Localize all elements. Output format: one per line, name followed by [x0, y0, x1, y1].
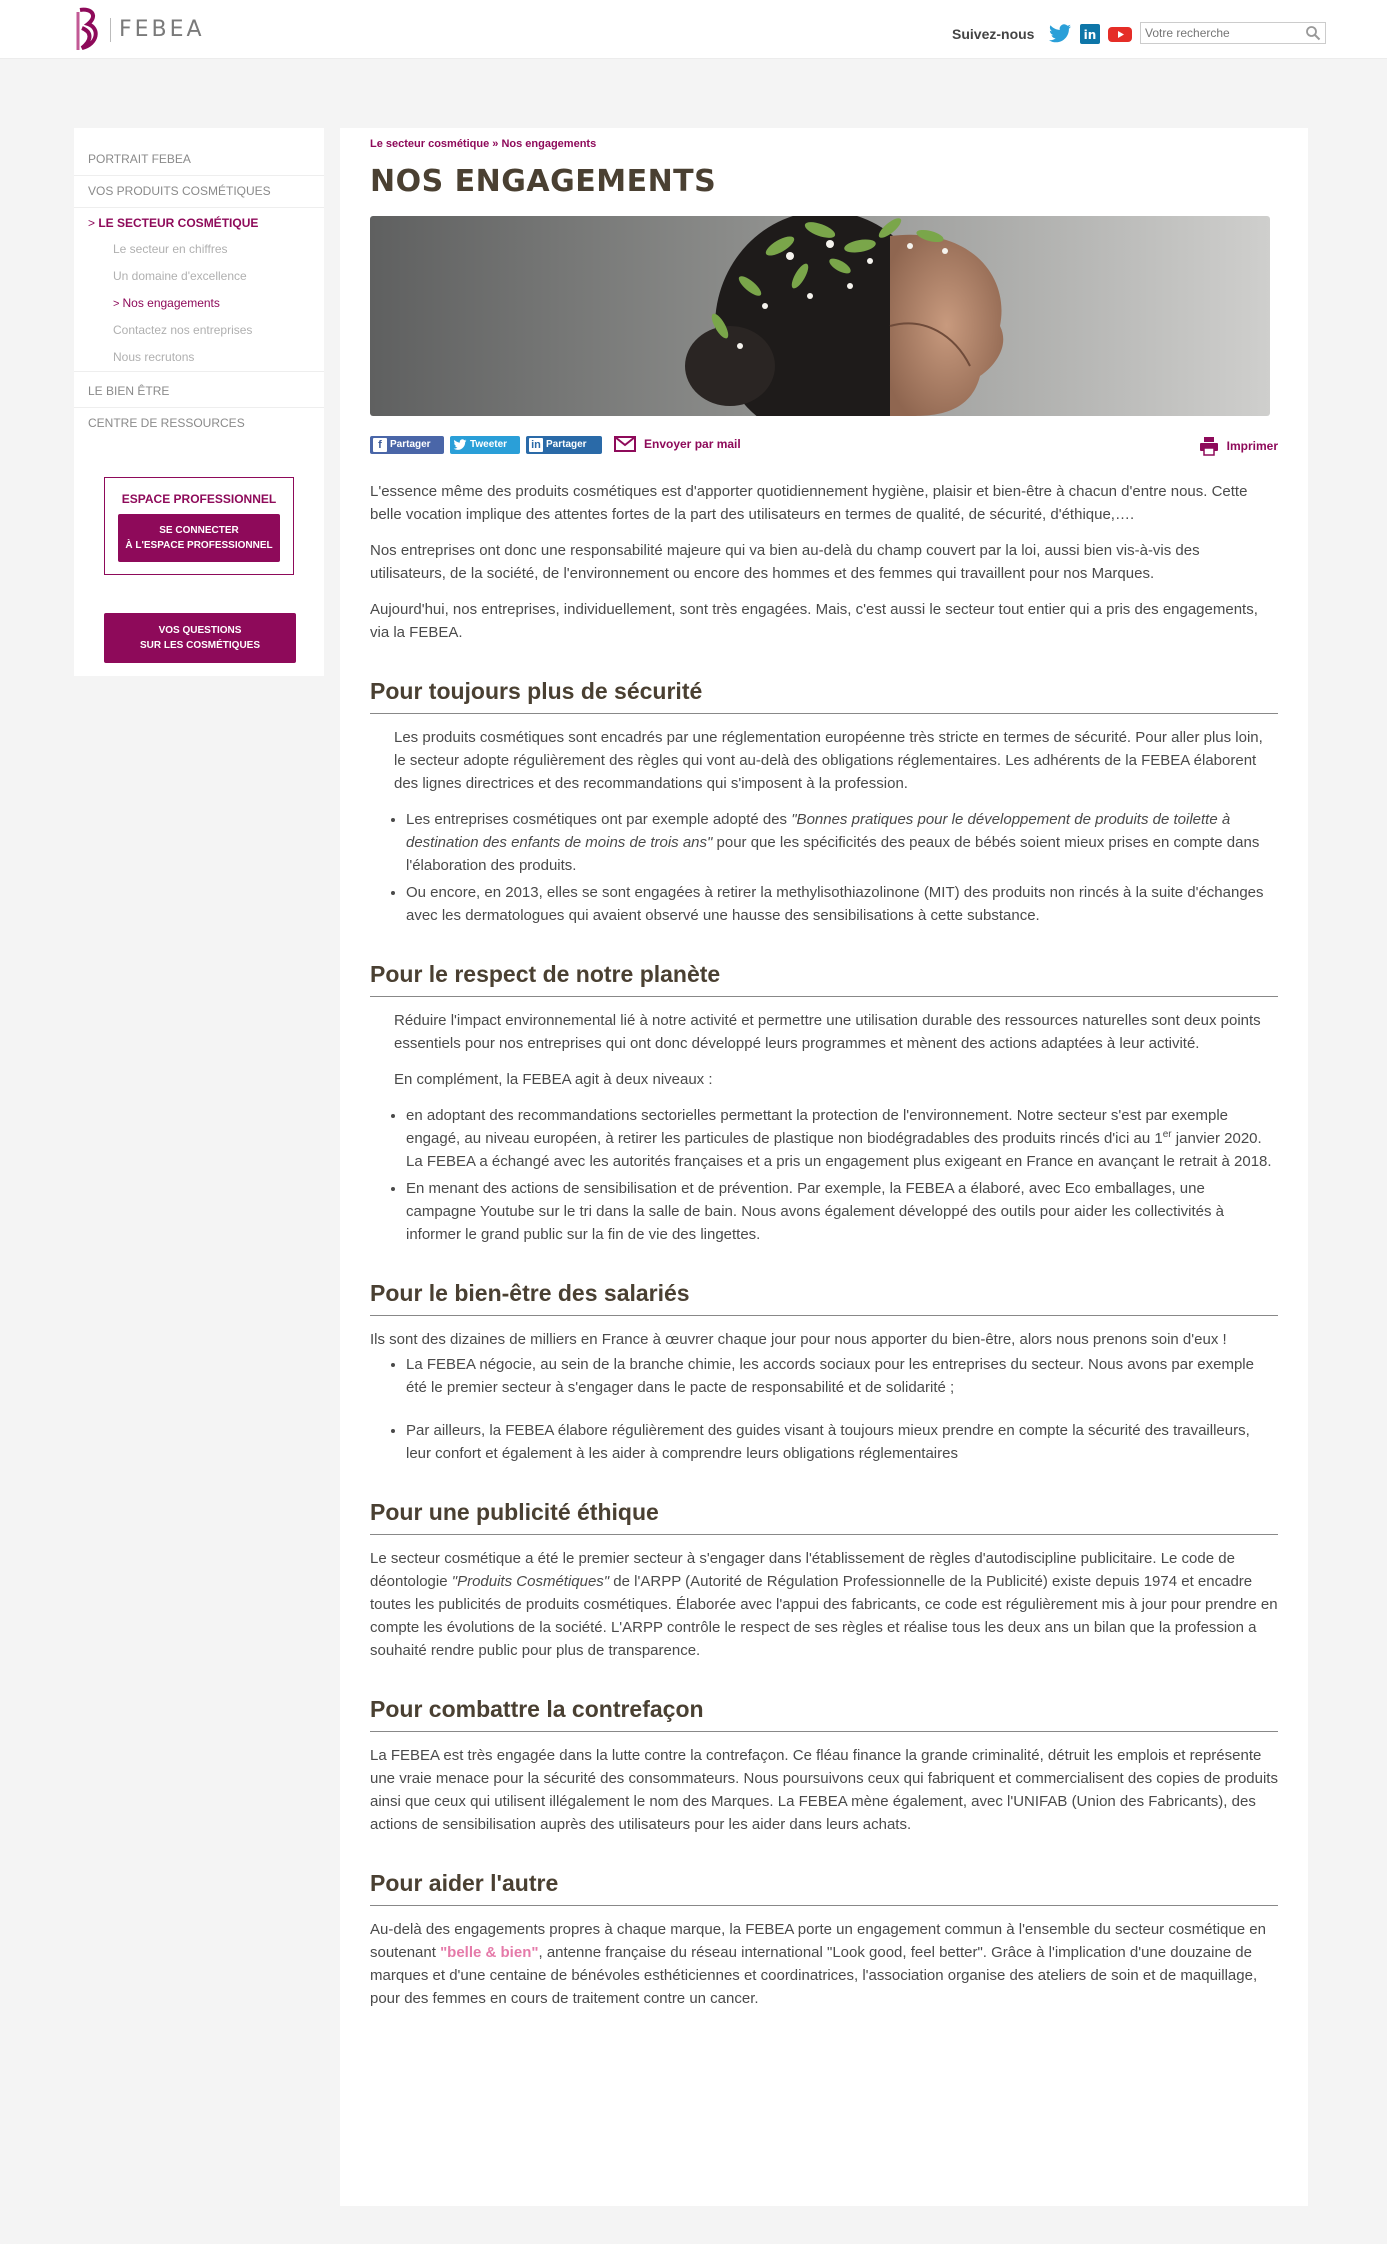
main-content [340, 128, 1308, 2206]
printer-icon [1199, 436, 1219, 456]
sidebar-item-secteur[interactable]: > LE SECTEUR COSMÉTIQUE [74, 210, 324, 236]
planete-paragraph-1: Réduire l'impact environnemental lié à notre activité et permettre une utilisation durable des ressources naturelles sont deux points essentiels pour nos entreprises qui ont donc développé leurs programmes et mènent des actions adaptées à leur activité. [394, 1012, 1261, 1052]
share-bar [370, 436, 1278, 466]
planete-list [370, 1104, 1278, 1246]
questions-button[interactable] [104, 613, 296, 663]
linkedin-share-label: Partager [546, 439, 587, 450]
print-label: Imprimer [1226, 439, 1278, 453]
planete-b1-b: janvier 2020. La FEBEA a échangé avec les autorités françaises et a pris un engagement plus exigeant en France en avançant le retrait à 2018. [406, 1130, 1272, 1170]
sidebar-subitem-excellence[interactable]: Un domaine d'excellence [113, 269, 247, 283]
twitter-share-icon [453, 439, 467, 451]
follow-label: Suivez-nous [952, 26, 1035, 42]
mail-share-label: Envoyer par mail [644, 437, 741, 451]
intro-paragraph-2: Nos entreprises ont donc une responsabilité majeure qui va bien au-delà du champ couvert par la loi, aussi bien vis-à-vis des utilisateurs, de la société, de l'environnement ou encore des hommes et des femmes qui travaillent pour nos Marques. [370, 542, 1200, 582]
planete-b1-sup: er [1162, 1129, 1172, 1140]
social-links [952, 24, 1132, 44]
aider-paragraph [370, 1918, 1278, 2010]
list-item: • En menant des actions de sensibilisation et de prévention. Par exemple, la FEBEA a élaboré, avec Eco emballages, une campagne Youtube sur le tri dans la salle de bain. Nous avons également développé des outils pour aider les collectivités à informer le grand public sur la fin de vie des lingettes. [406, 1177, 1278, 1246]
section-title-planete: Pour le respect de notre planète [370, 961, 1278, 997]
planete-paragraph-2: En complément, la FEBEA agit à deux niveaux : [394, 1071, 713, 1088]
pro-login-line2: À L'ESPACE PROFESSIONNEL [125, 540, 273, 551]
linkedin-share-icon: in [529, 438, 543, 452]
sidebar-subitem-engagements[interactable]: > Nos engagements [74, 290, 324, 317]
sidebar-nav [74, 144, 324, 439]
salaries-list [370, 1353, 1278, 1465]
sidebar-item-produits[interactable]: VOS PRODUITS COSMÉTIQUES [74, 176, 324, 208]
list-item [406, 1104, 1278, 1173]
aider-p-a: Au-delà des engagements propres à chaque marque, la FEBEA porte un engagement commun à l'ensemble du secteur cosmétique en soutenant [370, 1921, 1266, 1961]
sidebar-subitem-chiffres[interactable]: Le secteur en chiffres [113, 242, 228, 256]
envelope-icon [614, 436, 636, 452]
intro-paragraph-1: L'essence même des produits cosmétiques est d'apporter quotidiennement hygiène, plaisir et bien-être à chacun d'entre nous. Cette belle vocation implique des attentes fortes de la part des utilisateurs en termes de qualité, de sécurité, d'éthique,…. [370, 483, 1248, 523]
section-title-securite: Pour toujours plus de sécurité [370, 678, 1278, 714]
page-title: NOS ENGAGEMENTS [370, 164, 717, 199]
securite-paragraph: Les produits cosmétiques sont encadrés par une réglementation européenne très stricte en termes de sécurité. Pour aller plus loin, le secteur adopte régulièrement des règles qui vont au-delà des obligations réglementaires. Les adhérents de la FEBEA élaborent des lignes directrices et des recommandations qui s'imposent à la profession. [394, 729, 1263, 792]
intro-section [370, 480, 1278, 644]
securite-b1-b: "Bonnes pratiques pour le développement de produits de toilette à destination des enfants de moins de trois ans" [406, 811, 1231, 851]
facebook-icon: f [373, 438, 387, 452]
section-title-publicite: Pour une publicité éthique [370, 1499, 1278, 1535]
pro-space-title: ESPACE PROFESSIONNEL [121, 492, 277, 506]
sidebar [74, 128, 324, 676]
securite-list [370, 808, 1278, 927]
intro-paragraph-3: Aujourd'hui, nos entreprises, individuellement, sont très engagées. Mais, c'est aussi le secteur tout entier qui a pris des engagements, via la FEBEA. [370, 601, 1258, 641]
linkedin-share-button[interactable] [526, 436, 602, 454]
section-salaries [370, 1328, 1278, 1465]
section-contrefacon [370, 1744, 1278, 1836]
list-item: • Par ailleurs, la FEBEA élabore régulièrement des guides visant à toujours mieux prendre en compte la sécurité des travailleurs, leur confort et également à les aider à comprendre leurs obligations réglementaires [406, 1419, 1278, 1465]
publicite-paragraph [370, 1547, 1278, 1662]
hero-image [370, 216, 1270, 416]
sidebar-item-ressources[interactable]: CENTRE DE RESSOURCES [88, 416, 245, 430]
search-input[interactable] [1141, 26, 1309, 40]
section-title-aider: Pour aider l'autre [370, 1870, 1278, 1906]
list-item: • La FEBEA négocie, au sein de la branche chimie, les accords sociaux pour les entreprises du secteur. Nous avons par exemple été le premier secteur à s'engager dans le pacte de responsabilité et de solidarité ; [406, 1353, 1278, 1399]
facebook-share-button[interactable] [370, 436, 444, 454]
search-icon[interactable] [1305, 25, 1321, 41]
twitter-share-button[interactable] [450, 436, 520, 454]
logo-text: FEBEA [110, 18, 205, 42]
list-item [406, 808, 1278, 877]
febea-logo-icon [72, 6, 106, 54]
site-header [0, 0, 1387, 59]
section-planete [370, 1009, 1278, 1246]
breadcrumb[interactable]: Le secteur cosmétique » Nos engagements [370, 138, 597, 150]
aider-p-c: , antenne française du réseau international "Look good, feel better". Grâce à l'implication d'une douzaine de marques et d'une centaine de bénévoles esthéticiennes et coordinatrices, l'association organise des ateliers de soin et de maquillage, pour des femmes en cours de traitement contre un cancer. [370, 1944, 1258, 2007]
list-item: • Ou encore, en 2013, elles se sont engagées à retirer la methylisothiazolinone (MIT) des produits non rincés à la suite d'échanges avec les dermatologues qui avaient observé une hausse des sensibilisations à cette substance. [406, 881, 1278, 927]
planete-b1-a: en adoptant des recommandations sectorielles permettant la protection de l'environnement. Notre secteur s'est par exemple engagé, au niveau européen, à retirer les particules de plastique non biodégradables des produits rincés d'ici au 1 [406, 1107, 1229, 1147]
pro-login-button[interactable] [118, 514, 280, 562]
section-aider [370, 1918, 1278, 2010]
youtube-icon[interactable] [1108, 24, 1132, 44]
publicite-p-a: Le secteur cosmétique a été le premier secteur à s'engager dans l'établissement de règles d'autodiscipline publicitaire. Le code de déontologie [370, 1550, 1235, 1590]
linkedin-icon[interactable] [1078, 24, 1102, 44]
svg-text:in: in [1084, 28, 1097, 42]
sidebar-subitem-contact[interactable]: Contactez nos entreprises [113, 323, 253, 337]
contrefacon-paragraph: La FEBEA est très engagée dans la lutte contre la contrefaçon. Ce fléau finance la grande criminalité, détruit les emplois et représente une vraie menace pour la sécurité des consommateurs. Nous poursuivons ceux qui fabriquent et commercialisent des copies de produits ainsi que ceux qui utilisent illégalement le nom des Marques. La FEBEA mène également, avec l'UNIFAB (Union des Fabricants), des actions de sensibilisation auprès des utilisateurs pour les aider dans leurs achats. [370, 1747, 1278, 1833]
questions-line2: SUR LES COSMÉTIQUES [139, 640, 260, 651]
securite-b1-a: Les entreprises cosmétiques ont par exemple adopté des [406, 811, 792, 828]
belle-et-bien-link[interactable]: "belle & bien" [440, 1944, 539, 1961]
sidebar-subitem-recrutons[interactable]: Nous recrutons [74, 344, 324, 372]
pro-login-line1: SE CONNECTER [159, 525, 239, 536]
questions-line1: VOS QUESTIONS [158, 625, 242, 636]
section-title-contrefacon: Pour combattre la contrefaçon [370, 1696, 1278, 1732]
article [370, 128, 1278, 2023]
securite-b1-c: pour que les spécificités des peaux de bébés soient mieux prises en compte dans l'élaboration des produits. [406, 834, 1260, 874]
febea-logo[interactable] [72, 6, 205, 54]
section-securite [370, 726, 1278, 927]
pro-space-box [104, 477, 294, 575]
sidebar-item-portrait[interactable]: PORTRAIT FEBEA [74, 144, 324, 176]
search-box [1140, 22, 1326, 44]
mail-share-link[interactable] [614, 436, 741, 452]
publicite-p-b: "Produits Cosmétiques" [451, 1573, 610, 1590]
salaries-paragraph: Ils sont des dizaines de milliers en France à œuvrer chaque jour pour nous apporter du bien-être, alors nous prenons soin d'eux ! [370, 1331, 1227, 1348]
twitter-icon[interactable] [1048, 24, 1072, 44]
section-publicite [370, 1547, 1278, 1662]
facebook-share-label: Partager [390, 439, 431, 450]
publicite-p-c: de l'ARPP (Autorité de Régulation Professionnelle de la Publicité) existe depuis 1974 et encadre toutes les publicités de produits cosmétiques. Élaborée avec l'appui des fabricants, ce code est régulièrement mis à jour pour prendre en compte les évolutions de la société. L'ARPP contrôle le respect de ses règles et réalise tous les deux ans un bilan que la profession a souhaité rendre public pour plus de transparence. [370, 1573, 1278, 1659]
sidebar-item-bien-etre[interactable]: LE BIEN ÊTRE [74, 376, 324, 408]
print-link[interactable] [1199, 436, 1278, 456]
twitter-share-label: Tweeter [470, 439, 508, 450]
section-title-salaries: Pour le bien-être des salariés [370, 1280, 1278, 1316]
